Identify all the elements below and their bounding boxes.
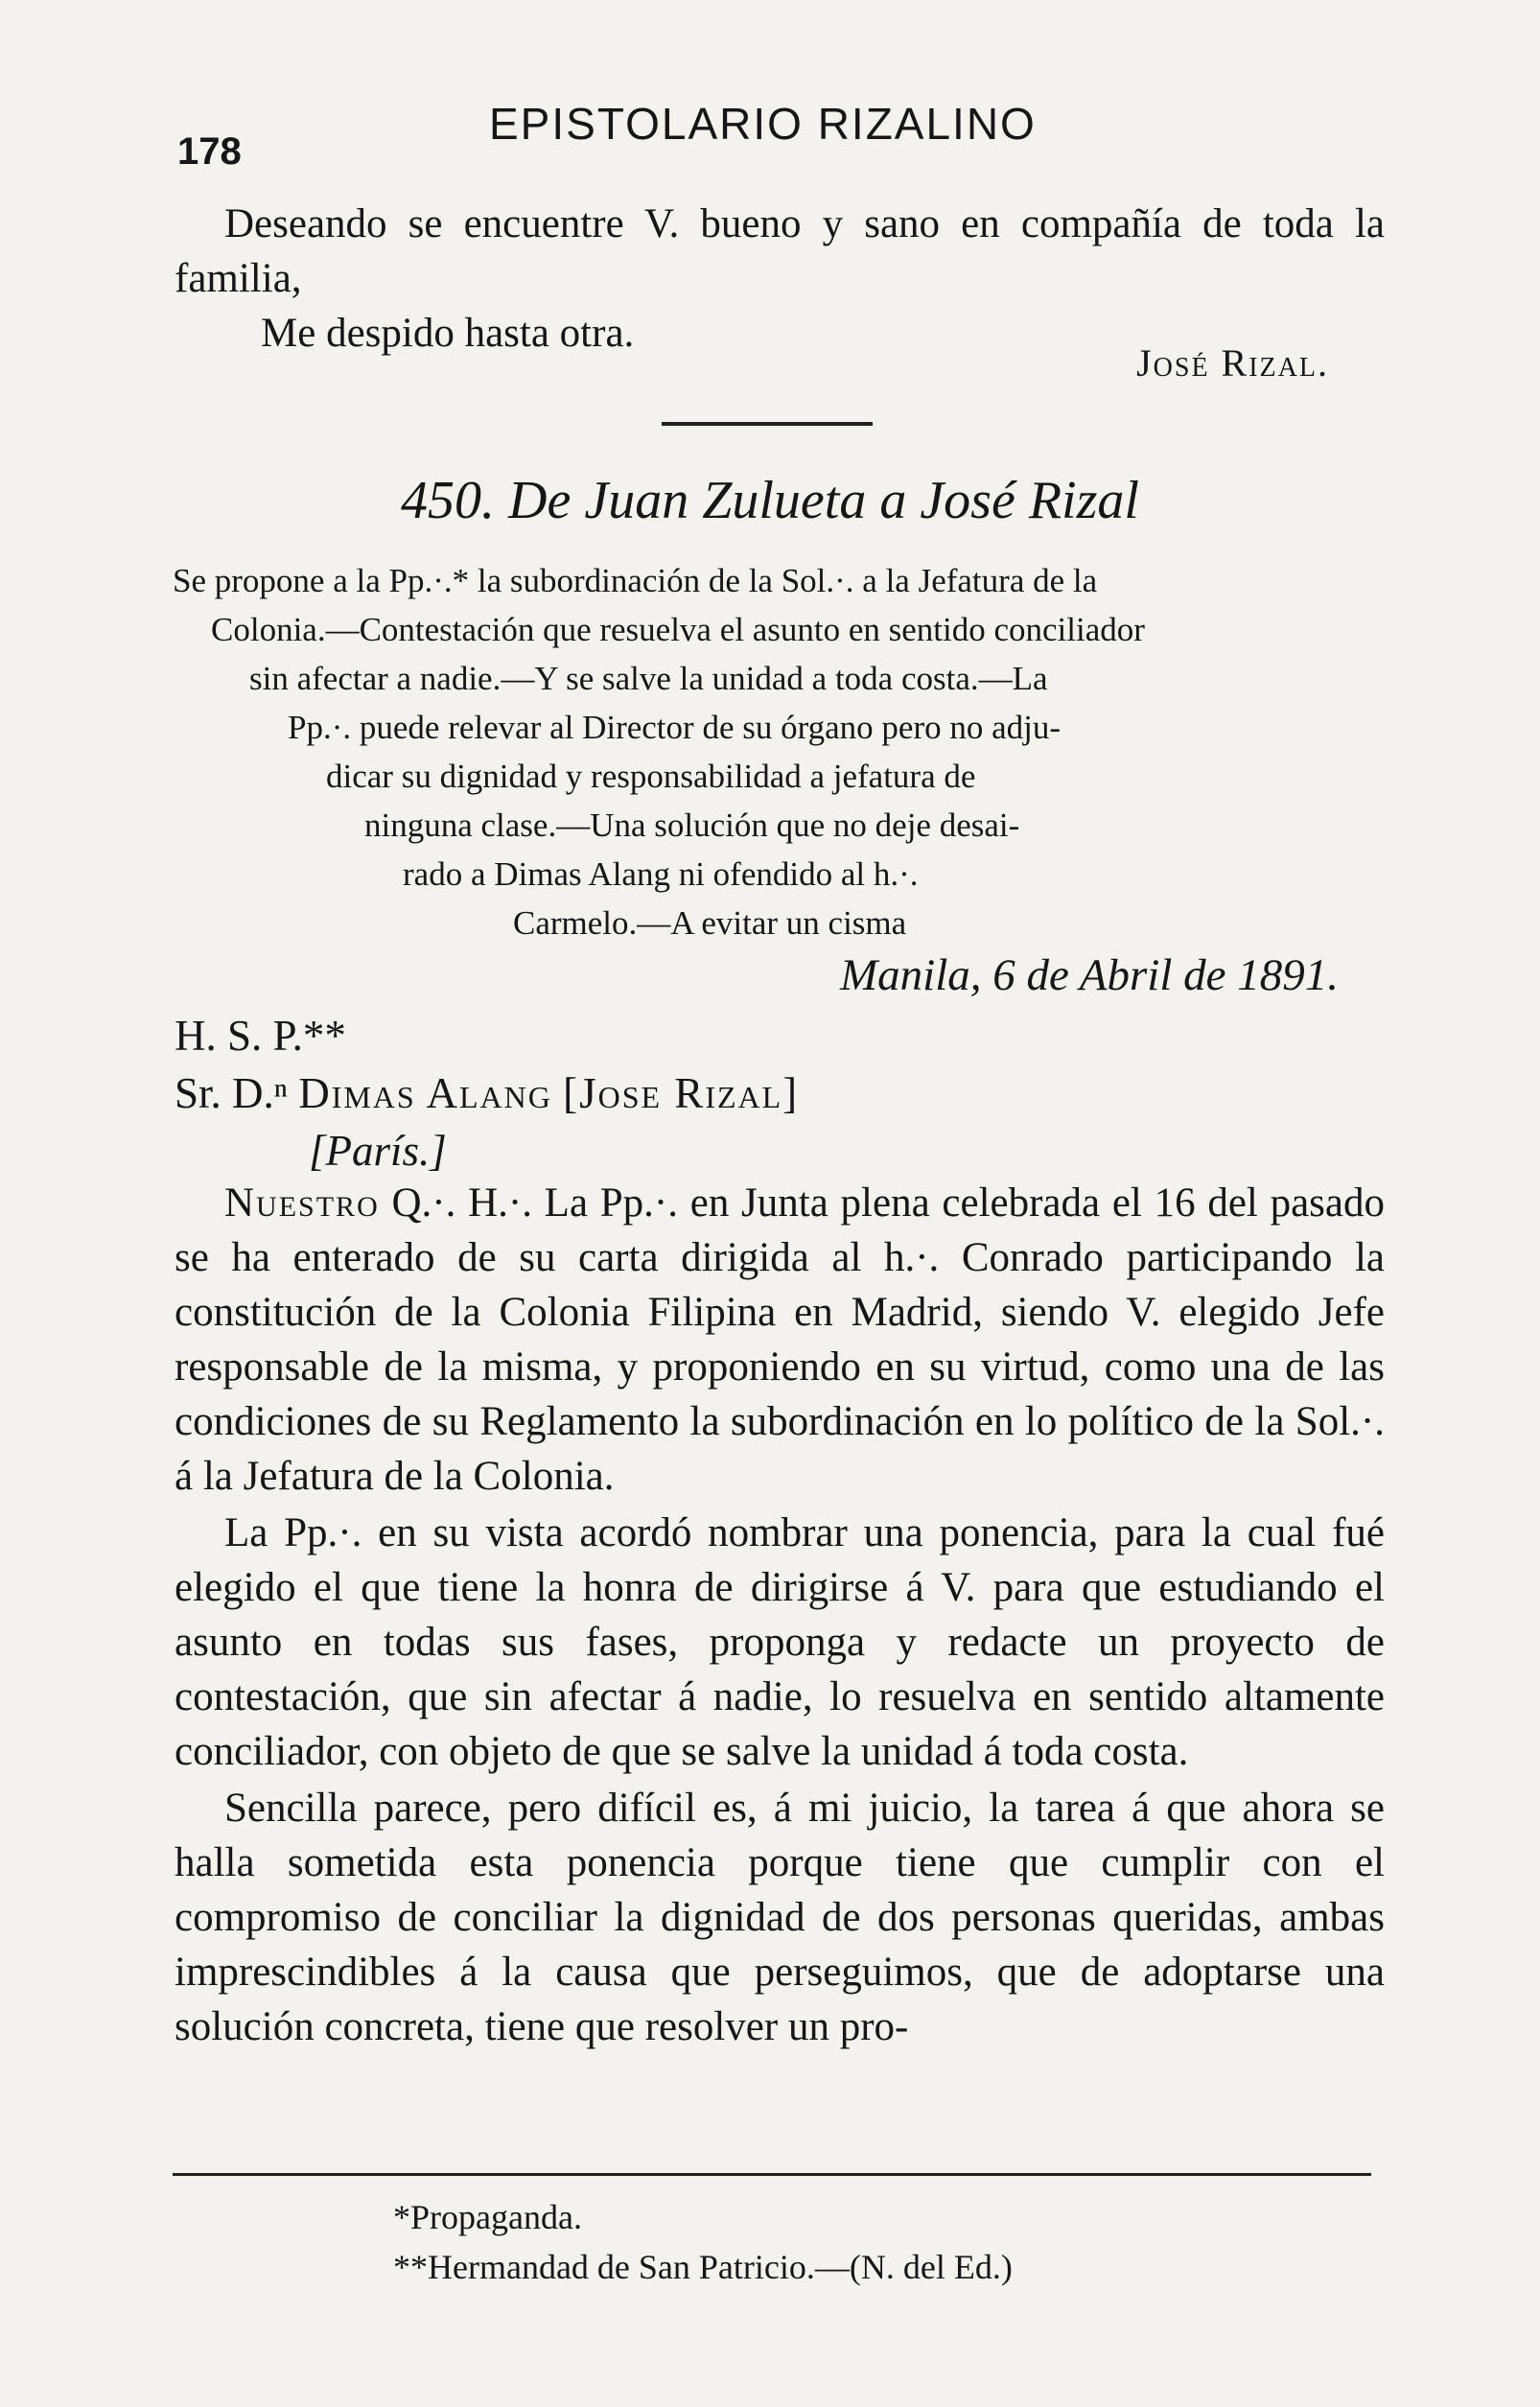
page-header xyxy=(173,88,1390,175)
footnotes xyxy=(393,2192,1013,2292)
footnote-2: **Hermandad de San Patricio.—(N. del Ed.) xyxy=(393,2248,1013,2286)
place-date: Manila, 6 de Abril de 1891. xyxy=(839,950,1339,1000)
summary-line: dicar su dignidad y responsabilidad a jefatura de xyxy=(326,758,976,795)
closing-paragraph: Deseando se encuentre V. bueno y sano en compañía de toda la familia, xyxy=(175,201,1385,301)
footnote-1: *Propaganda. xyxy=(393,2198,582,2236)
page-number: 178 xyxy=(177,130,242,173)
paragraph-text: Q.·. H.·. La Pp.·. en Junta plena celebrada el 16 del pasado se ha enterado de su carta dirigida al h.·. Conrado participando la constitución de la Colonia Filipina en Madrid, siendo V. elegido Jefe responsable de la misma, y proponiendo en su virtud, como una de las condiciones de su Reglamento la subordinación en lo político de la Sol.·. á la Jefatura de la Colonia. xyxy=(175,1180,1385,1499)
salutation xyxy=(175,1007,799,1180)
letter-body xyxy=(175,1176,1385,2056)
letter-title: 450. De Juan Zulueta a José Rizal xyxy=(401,471,1139,530)
recipient-name: Dimas Alang xyxy=(298,1069,552,1117)
paragraph-lead-word: Nuestro xyxy=(224,1180,380,1226)
body-paragraph-2: La Pp.·. en su vista acordó nombrar una ponencia, para la cual fué elegido el que tiene la honra de dirigirse á V. para que estudiando el asunto en todas sus fases, proponga y redacte un proyecto de contestación, que sin afectar á nadie, lo resuelva en sentido altamente conciliador, con objeto de que se salve la unidad á toda costa. xyxy=(175,1510,1385,1774)
section-divider xyxy=(662,422,873,426)
letter-summary xyxy=(173,556,1387,947)
signature: José Rizal. xyxy=(1136,341,1329,385)
previous-letter-closing xyxy=(175,197,1385,361)
summary-line: Colonia.—Contestación que resuelva el asunto en sentido conciliador xyxy=(211,611,1145,648)
summary-line: rado a Dimas Alang ni ofendido al h.·. xyxy=(403,855,919,893)
footnote-divider xyxy=(173,2173,1371,2176)
body-paragraph-3: Sencilla parece, pero difícil es, á mi juicio, la tarea á que ahora se halla sometida esta ponencia porque tiene que cumplir con el compromiso de conciliar la dignidad de dos personas queridas, ambas imprescindibles á la causa que perseguimos, que de adoptarse una solución concreta, tiene que resolver un pro- xyxy=(175,1786,1385,2049)
salutation-line-2 xyxy=(175,1064,799,1122)
salutation-line-1: H. S. P.** xyxy=(175,1012,346,1060)
summary-line: sin afectar a nadie.—Y se salve la unidad a toda costa.—La xyxy=(249,660,1048,697)
recipient-title: Sr. D.ⁿ xyxy=(175,1069,288,1117)
summary-line: Carmelo.—A evitar un cisma xyxy=(513,904,907,942)
summary-line: Pp.·. puede relevar al Director de su órgano pero no adju- xyxy=(288,709,1062,746)
salutation-city: [París.] xyxy=(309,1127,447,1175)
summary-line: ninguna clase.—Una solución que no deje desai- xyxy=(364,806,1020,844)
summary-line: Se propone a la Pp.·.* la subordinación de la Sol.·. a la Jefatura de la xyxy=(173,562,1098,599)
body-paragraph-1 xyxy=(175,1176,1385,1504)
closing-farewell: Me despido hasta otra. xyxy=(261,311,635,356)
recipient-real-name: [Jose Rizal] xyxy=(563,1069,800,1117)
running-title: EPISTOLARIO RIZALINO xyxy=(489,99,1037,149)
